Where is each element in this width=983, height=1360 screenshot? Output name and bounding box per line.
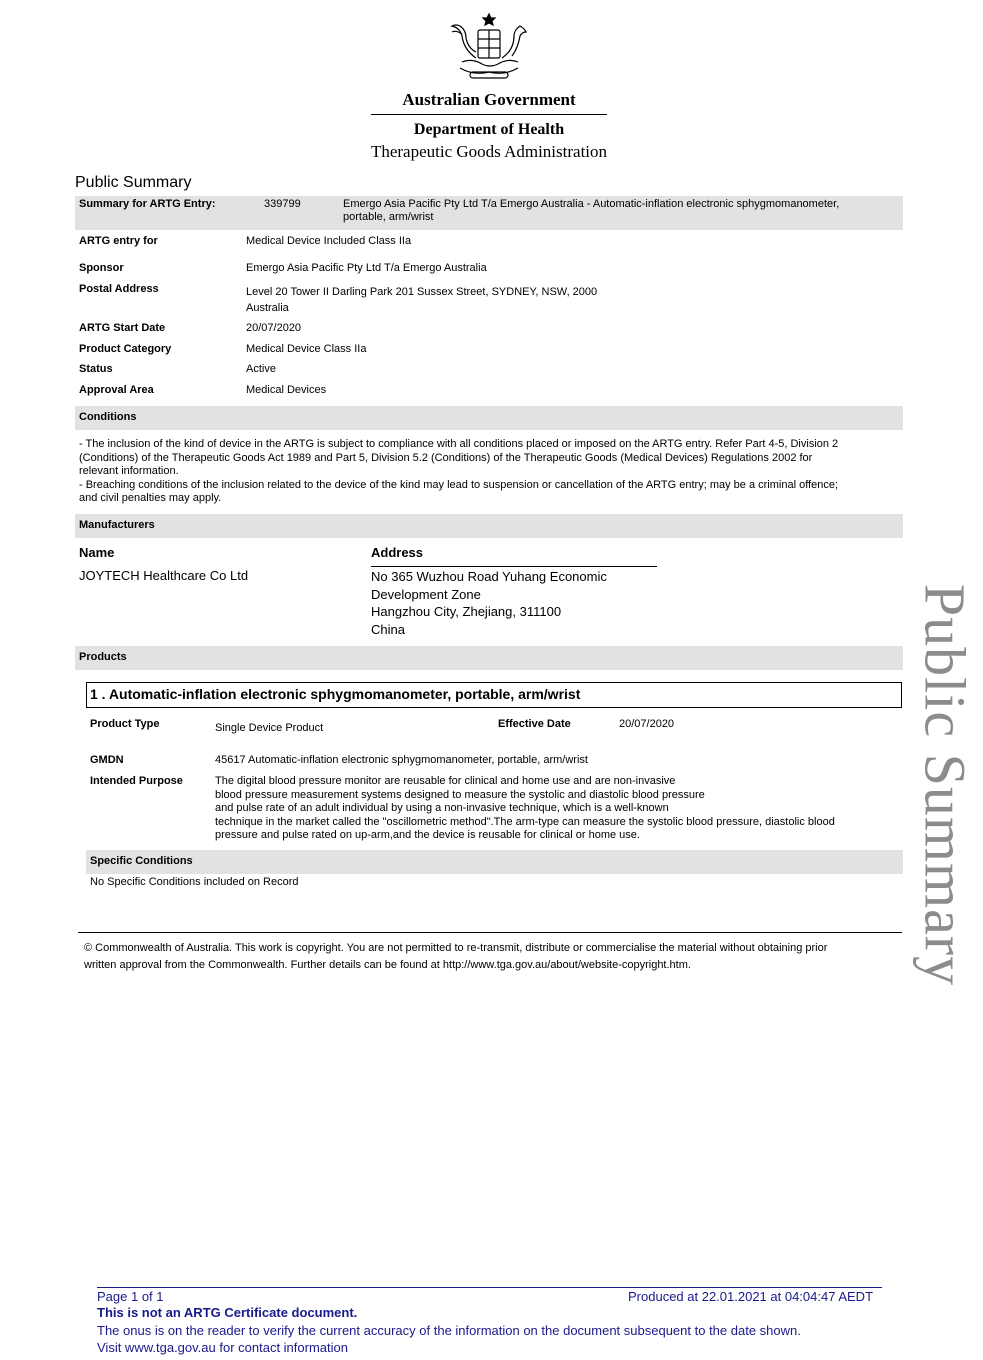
products-heading: Products bbox=[79, 651, 127, 663]
agency-title: Therapeutic Goods Administration bbox=[370, 142, 608, 161]
conditions-line: - The inclusion of the kind of device in the ARTG is subject to compliance with all conditions placed or imposed on the ARTG entry. Refer Part 4-5, Division 2 bbox=[79, 438, 839, 450]
accuracy-notice: The onus is on the reader to verify the current accuracy of the information on the document subsequent to the date shown. bbox=[97, 1323, 801, 1338]
manufacturers-band bbox=[75, 514, 903, 538]
coat-of-arms-logo bbox=[440, 12, 538, 88]
conditions-line: relevant information. bbox=[79, 465, 179, 477]
artg-entry-for-label: ARTG entry for bbox=[79, 235, 158, 247]
manufacturers-heading: Manufacturers bbox=[79, 519, 155, 531]
page-number: Page 1 of 1 bbox=[97, 1289, 164, 1304]
purpose-line: The digital blood pressure monitor are reusable for clinical and home use and are non-invasive bbox=[215, 775, 676, 787]
entry-number: 339799 bbox=[264, 198, 301, 210]
address-line: Development Zone bbox=[371, 586, 481, 602]
manufacturer-name: JOYTECH Healthcare Co Ltd bbox=[79, 568, 249, 583]
approval-area-label: Approval Area bbox=[79, 384, 154, 396]
copyright-divider bbox=[78, 932, 902, 933]
specific-conditions-heading: Specific Conditions bbox=[90, 855, 193, 867]
postal-address-label: Postal Address bbox=[79, 283, 159, 295]
specific-conditions-text: No Specific Conditions included on Record bbox=[90, 876, 299, 888]
gmdn-label: GMDN bbox=[90, 754, 124, 766]
address-header-rule bbox=[371, 566, 657, 567]
gmdn-value: 45617 Automatic-inflation electronic sphygmomanometer, portable, arm/wrist bbox=[215, 754, 588, 766]
specific-conditions-band bbox=[86, 850, 903, 874]
conditions-band bbox=[75, 406, 903, 430]
postal-address-line1: Level 20 Tower II Darling Park 201 Sussex Street, SYDNEY, NSW, 2000 bbox=[246, 286, 598, 298]
product-category-value: Medical Device Class IIa bbox=[246, 343, 367, 355]
start-date-label: ARTG Start Date bbox=[79, 322, 166, 334]
not-certificate-notice: This is not an ARTG Certificate document. bbox=[97, 1305, 358, 1320]
address-line: China bbox=[371, 621, 405, 637]
product-title: 1 . Automatic-inflation electronic sphygmomanometer, portable, arm/wrist bbox=[90, 686, 581, 702]
intended-purpose-text bbox=[215, 775, 900, 843]
public-summary-watermark: Public Summary bbox=[912, 583, 978, 987]
conditions-text bbox=[79, 438, 899, 506]
sponsor-value: Emergo Asia Pacific Pty Ltd T/a Emergo Australia bbox=[246, 262, 487, 274]
address-line: No 365 Wuzhou Road Yuhang Economic bbox=[371, 569, 607, 584]
approval-area-value: Medical Devices bbox=[246, 384, 327, 396]
artg-entry-for-value: Medical Device Included Class IIa bbox=[246, 235, 412, 247]
contact-notice: Visit www.tga.gov.au for contact information bbox=[97, 1340, 348, 1355]
effective-date-value: 20/07/2020 bbox=[619, 718, 675, 730]
department-title: Department of Health bbox=[413, 121, 565, 138]
product-type-value: Single Device Product bbox=[215, 722, 324, 734]
manufacturer-address bbox=[371, 568, 607, 638]
government-title: Australian Government bbox=[402, 90, 576, 109]
copyright-line: © Commonwealth of Australia. This work is copyright. You are not permitted to re-transmit, distribute or commercialise the material without obtaining prior bbox=[84, 942, 828, 954]
manufacturer-name-header: Name bbox=[79, 545, 115, 560]
purpose-line: and pulse rate of an adult individual by using a non-invasive technique, which is a well-known bbox=[215, 802, 669, 814]
conditions-line: - Breaching conditions of the inclusion related to the device of the kind may lead to suspension or cancellation of the ARTG entry; may be a criminal offence; bbox=[79, 478, 839, 491]
purpose-line: pressure and pulse rated on up-arm,and the device is reusable for clinical or home use. bbox=[215, 829, 640, 841]
copyright-notice bbox=[84, 940, 827, 974]
purpose-line: technique in the market called the "oscillometric method".The arm-type can measure the systolic blood pressure, diastolic blood bbox=[215, 815, 835, 828]
header-divider bbox=[371, 114, 607, 115]
product-type-label: Product Type bbox=[90, 718, 160, 730]
intended-purpose-label: Intended Purpose bbox=[90, 775, 183, 787]
summary-label: Summary for ARTG Entry: bbox=[79, 198, 216, 210]
start-date-value: 20/07/2020 bbox=[246, 322, 302, 334]
entry-title-line2: portable, arm/wrist bbox=[343, 211, 434, 223]
purpose-line: blood pressure measurement systems designed to measure the systolic and diastolic blood pressure bbox=[215, 788, 705, 801]
status-label: Status bbox=[79, 363, 113, 375]
produced-timestamp: Produced at 22.01.2021 at 04:04:47 AEDT bbox=[628, 1289, 874, 1304]
copyright-line: written approval from the Commonwealth. Further details can be found at http://www.tga.gov.au/about/website-copyright.htm. bbox=[84, 959, 691, 971]
effective-date-label: Effective Date bbox=[498, 718, 571, 730]
footer-divider bbox=[97, 1287, 882, 1288]
entry-title-line1: Emergo Asia Pacific Pty Ltd T/a Emergo Australia - Automatic-inflation electronic sphygmomanometer, bbox=[343, 198, 840, 210]
conditions-heading: Conditions bbox=[79, 411, 137, 423]
document-title: Public Summary bbox=[75, 174, 192, 191]
status-value: Active bbox=[246, 363, 276, 375]
conditions-line: and civil penalties may apply. bbox=[79, 492, 222, 504]
conditions-line: (Conditions) of the Therapeutic Goods Act 1989 and Part 5, Division 5.2 (Conditions) of the Therapeutic Goods (Medical Devices) Regulations 2002 for bbox=[79, 451, 813, 464]
product-category-label: Product Category bbox=[79, 343, 172, 355]
products-band bbox=[75, 646, 903, 670]
postal-address-line2: Australia bbox=[246, 302, 289, 314]
sponsor-label: Sponsor bbox=[79, 262, 124, 274]
manufacturer-address-header: Address bbox=[371, 545, 424, 560]
address-line: Hangzhou City, Zhejiang, 311100 bbox=[371, 604, 562, 619]
